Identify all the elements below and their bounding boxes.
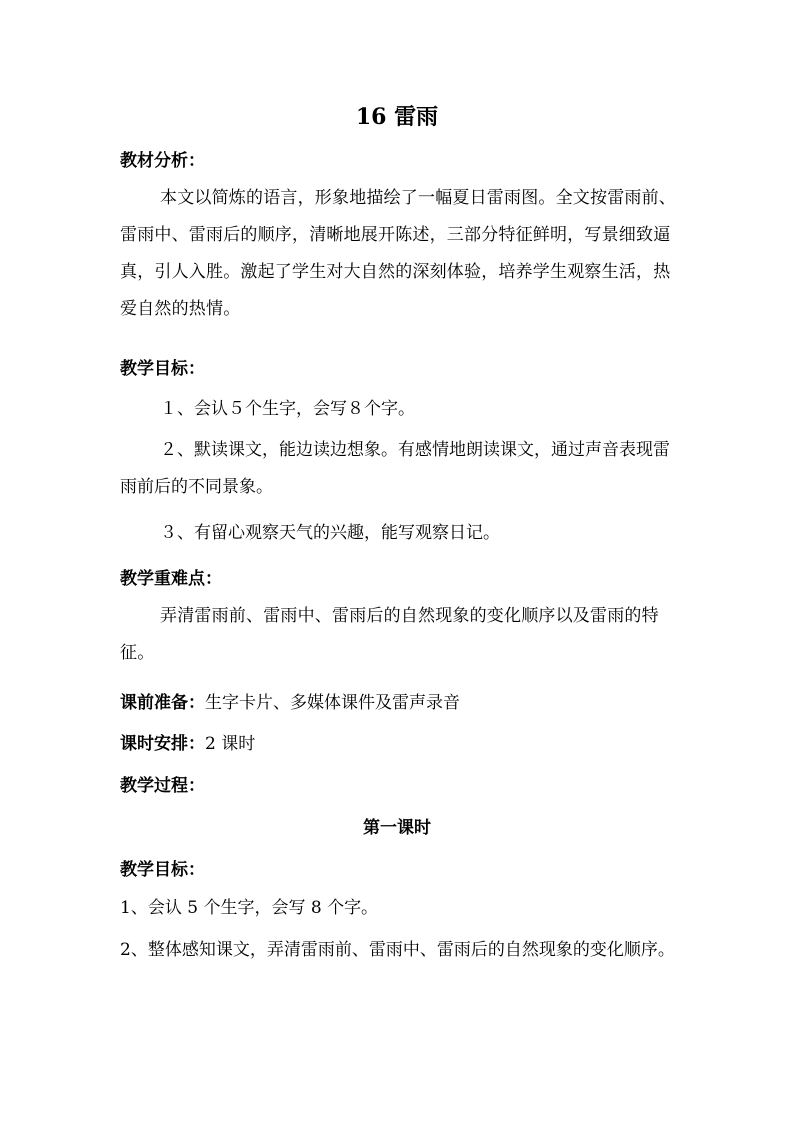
- page-title: 16 雷雨: [355, 104, 439, 130]
- key-points-heading: 教学重难点：: [120, 569, 222, 589]
- schedule-text: 2 课时: [205, 734, 256, 754]
- preparation-heading: 课前准备：: [120, 693, 205, 713]
- goal-item-1: １、会认５个生字，会写８个字。: [160, 399, 415, 419]
- goal-item-3: ３、有留心观察天气的兴趣，能写观察日记。: [160, 523, 500, 543]
- lesson1-goal-item-2: 2、整体感知课文，弄清雷雨前、雷雨中、雷雨后的自然现象的变化顺序。: [120, 940, 675, 960]
- preparation-line: [120, 690, 460, 716]
- goals-heading: 教学目标：: [120, 359, 205, 379]
- schedule-line: [120, 731, 255, 757]
- lesson1-goals-heading: 教学目标：: [120, 860, 205, 880]
- key-points-paragraph: 弄清雷雨前、雷雨中、雷雨后的自然现象的变化顺序以及雷雨的特征。: [120, 606, 659, 663]
- process-heading: 教学过程：: [120, 776, 205, 796]
- analysis-paragraph: 本文以简炼的语言，形象地描绘了一幅夏日雷雨图。全文按雷雨前、雷雨中、雷雨后的顺序，清晰地展开陈述，三部分特征鲜明，写景细致逼真，引人入胜。激起了学生对大自然的深刻体验，培养学生观察生活，热爱自然的热情。: [120, 188, 676, 319]
- goal-item-2: ２、默读课文，能边读边想象。有感情地朗读课文，通过声音表现雷雨前后的不同景象。: [120, 440, 670, 497]
- schedule-heading: 课时安排：: [120, 734, 205, 754]
- lesson1-heading: 第一课时: [363, 818, 431, 838]
- analysis-heading: 教材分析：: [120, 151, 205, 171]
- preparation-text: 生字卡片、多媒体课件及雷声录音: [205, 693, 460, 713]
- lesson1-goal-item-1: 1、会认 5 个生字，会写 8 个字。: [120, 898, 379, 918]
